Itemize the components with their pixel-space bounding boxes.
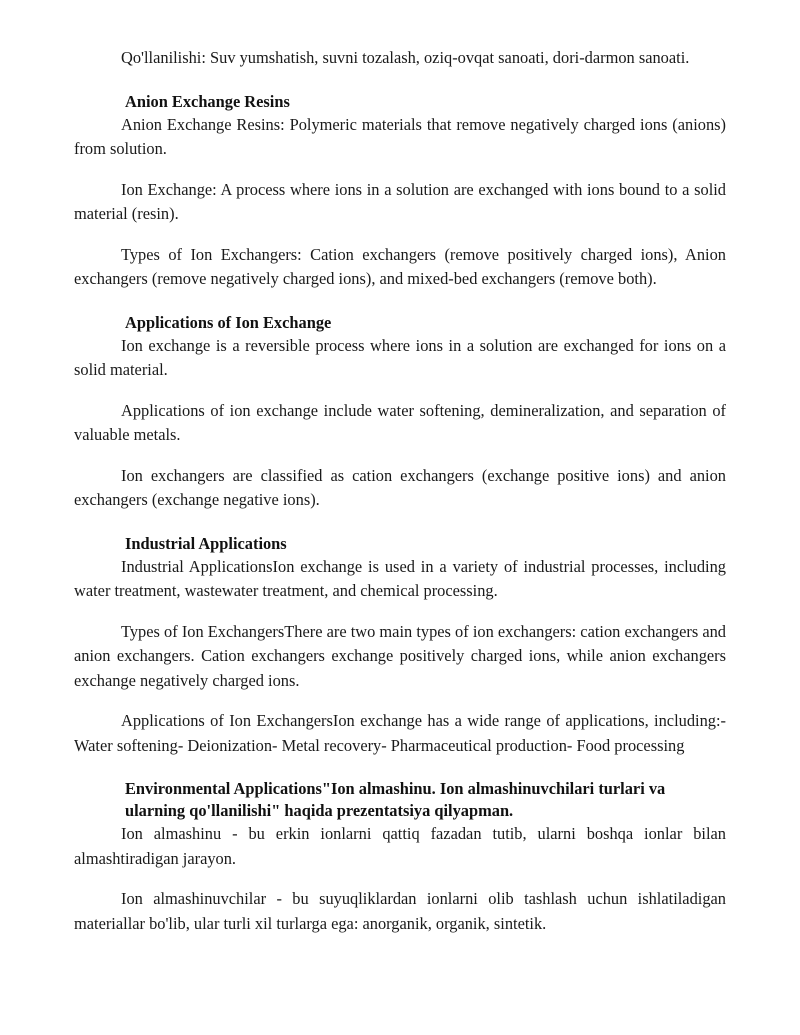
- document-page: [74, 46, 726, 936]
- section-heading-anion-exchange-resins: Anion Exchange Resins: [125, 91, 290, 111]
- section-heading-environmental-applications: Environmental Applications"Ion almashinu. Ion almashinuvchilari turlari va ularning qo'llanilishi" haqida prezentatsiya qilyapman.: [125, 779, 666, 820]
- section-heading-industrial-applications: Industrial Applications: [125, 533, 287, 553]
- paragraph: Ion almashinu - bu erkin ionlarni qattiq fazadan tutib, ularni boshqa ionlar bilan almashtiradigan jarayon.: [74, 824, 726, 868]
- paragraph: Applications of Ion ExchangersIon exchange has a wide range of applications, including:- Water softening- Deionization- Metal recovery- Pharmaceutical production- Food processing: [74, 711, 726, 755]
- paragraph: Types of Ion ExchangersThere are two main types of ion exchangers: cation exchangers and anion exchangers. Cation exchangers exchange positively charged ions, while anion exchangers exchange negatively charged ions.: [74, 621, 726, 690]
- paragraph: Industrial ApplicationsIon exchange is used in a variety of industrial processes, including water treatment, wastewater treatment, and chemical processing.: [74, 556, 726, 600]
- paragraph: Ion almashinuvchilar - bu suyuqliklardan ionlarni olib tashlash uchun ishlatiladigan materiallar bo'lib, ular turli xil turlarga ega: anorganik, organik, sintetik.: [74, 889, 726, 933]
- section-heading-applications-of-ion-exchange: Applications of Ion Exchange: [125, 312, 332, 332]
- paragraph: Ion exchangers are classified as cation exchangers (exchange positive ions) and anion exchangers (exchange negative ions).: [74, 465, 726, 509]
- paragraph: Ion exchange is a reversible process where ions in a solution are exchanged for ions on a solid material.: [74, 335, 726, 379]
- paragraph: Types of Ion Exchangers: Cation exchangers (remove positively charged ions), Anion exchangers (remove negatively charged ions), and mixed-bed exchangers (remove both).: [74, 244, 726, 288]
- paragraph: Ion Exchange: A process where ions in a solution are exchanged with ions bound to a solid material (resin).: [74, 179, 726, 223]
- intro-paragraph: Qo'llanilishi: Suv yumshatish, suvni tozalash, oziq-ovqat sanoati, dori-darmon sanoati.: [121, 48, 690, 67]
- paragraph: Anion Exchange Resins: Polymeric materials that remove negatively charged ions (anions) from solution.: [74, 114, 726, 158]
- paragraph: Applications of ion exchange include water softening, demineralization, and separation of valuable metals.: [74, 400, 726, 444]
